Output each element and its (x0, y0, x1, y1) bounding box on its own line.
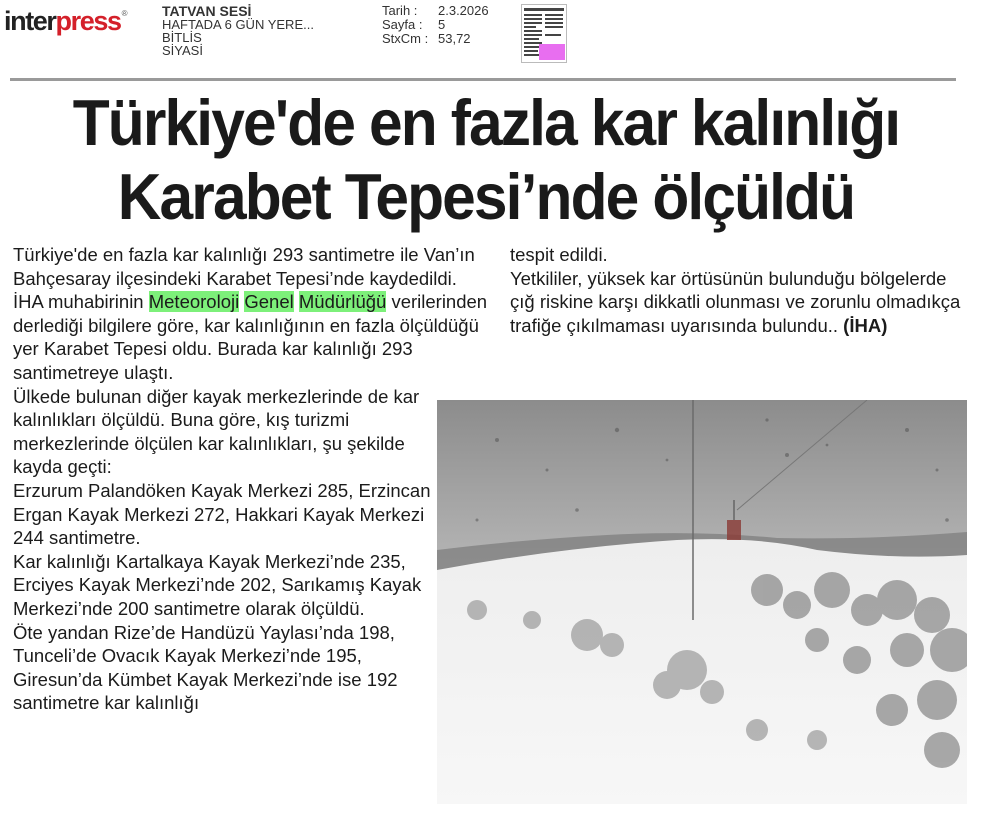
meta-value: 2.3.2026 (438, 3, 489, 18)
interpress-logo (4, 6, 126, 37)
logo-registered: ® (121, 9, 127, 18)
article-column-2 (510, 243, 970, 337)
paragraph-text: verilerinden derlediği bilgilere göre, kar kalınlığının en fazla ölçüldüğü yer Karabet Tepesi oldu. Burada kar kalınlığı 293 santimetreye ulaştı. (13, 291, 488, 383)
logo-main: inter (4, 6, 56, 36)
logo-accent: press (55, 6, 121, 36)
meta-value: 53,72 (438, 31, 471, 46)
paragraph: Kar kalınlığı Kartalkaya Kayak Merkezi’nde 235, Erciyes Kayak Merkezi’nde 202, Sarıkamış Kayak Merkezi’nde 200 santimetre olarak ölçüldü. (13, 550, 422, 619)
highlighted-term: Meteoroloji (148, 291, 240, 313)
meta-label: Tarih : (382, 3, 418, 18)
headline-line-1: Türkiye'de en fazla kar kalınlığı (72, 86, 900, 159)
publication-frequency: HAFTADA 6 GÜN YERE... (162, 17, 314, 32)
paragraph: tespit edildi. (510, 244, 608, 265)
paragraph-text: Yetkililer, yüksek kar örtüsünün bulunduğu bölgelerde çığ riskine karşı dikkatli olunması ve zorunlu olmadıkça trafiğe çıkılmaması uyarısında bulundu.. (510, 267, 961, 336)
snowy-slope-photo (437, 400, 967, 804)
paragraph: Erzurum Palandöken Kayak Merkezi 285, Erzincan Ergan Kayak Merkezi 272, Hakkari Kayak Merkezi 244 santimetre. (13, 479, 431, 549)
publication-category: SİYASİ (162, 43, 203, 58)
publication-city: BİTLİS (162, 30, 202, 45)
article-column-1 (13, 243, 493, 715)
clipping-meta (382, 4, 489, 46)
paragraph (13, 290, 493, 384)
header-divider (10, 78, 956, 81)
article-headline (0, 86, 972, 234)
meta-row-page (382, 18, 489, 32)
paragraph (510, 267, 970, 338)
page-thumbnail[interactable] (521, 4, 567, 63)
publication-info (162, 4, 314, 57)
highlighted-term: Müdürlüğü (298, 291, 387, 313)
news-source: (İHA) (843, 314, 888, 336)
meta-row-stxcm (382, 32, 489, 46)
paragraph: Öte yandan Rize’de Handüzü Yaylası’nda 198, Tunceli’de Ovacık Kayak Merkezi’nde 195, Giresun’da Kümbet Kayak Merkezi’nde ise 192 santimetre kar kalınlığı (13, 621, 398, 714)
meta-label: Sayfa : (382, 17, 423, 32)
meta-value: 5 (438, 17, 446, 32)
paragraph-text: İHA muhabirinin (13, 291, 149, 313)
meta-label: StxCm : (382, 31, 429, 46)
publication-name: TATVAN SESİ (162, 3, 252, 19)
headline-line-2: Karabet Tepesi’nde ölçüldü (117, 160, 855, 233)
highlighted-term: Genel (244, 291, 294, 313)
paragraph: Ülkede bulunan diğer kayak merkezlerinde de kar kalınlıkları ölçüldü. Buna göre, kış turizmi merkezlerinde ölçülen kar kalınlıkları, şu şekilde kayda geçti: (13, 385, 420, 478)
meta-row-date (382, 4, 489, 18)
paragraph: Türkiye'de en fazla kar kalınlığı 293 santimetre ile Van’ın Bahçesaray ilçesindeki Karabet Tepesi’nde kaydedildi. (13, 244, 475, 289)
clip-highlight-area (539, 44, 565, 60)
